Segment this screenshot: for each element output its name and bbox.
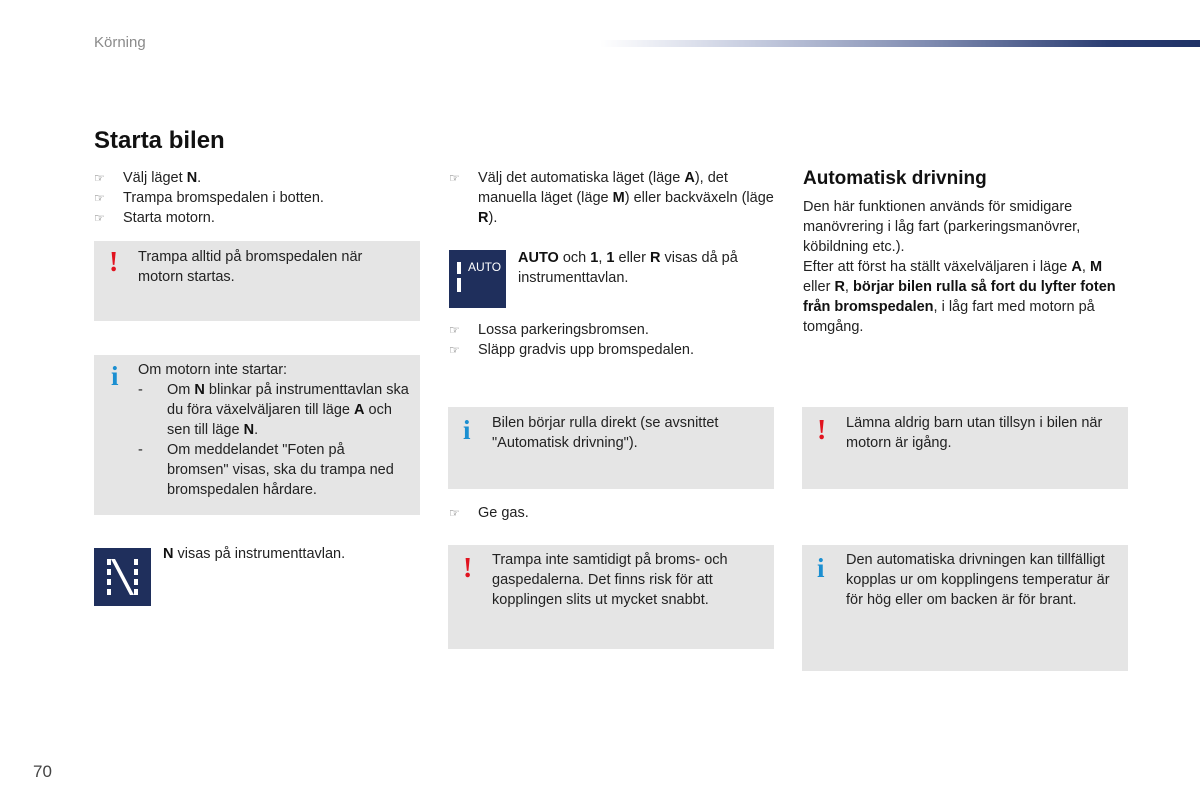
auto-drive-heading: Automatisk drivning (803, 168, 987, 189)
auto-display-note: AUTO och 1, 1 eller R visas då på instrumenttavlan. (518, 250, 738, 286)
start-steps-list (94, 168, 424, 228)
release-steps-list (449, 320, 774, 360)
gear-n-display-icon (94, 548, 151, 606)
step-release-parking-brake: ☞ Lossa parkeringsbromsen. (449, 322, 649, 338)
step-brake: ☞ Trampa bromspedalen i botten. (94, 190, 324, 206)
info-icon: i (817, 553, 825, 583)
pointing-hand-icon: ☞ (449, 343, 460, 357)
auto-drive-instructions: Efter att först ha ställt växelväljaren i läge A, M eller R, börjar bilen rulla så fort du lyfter foten från bromspedalen, i låg fart med motorn på tomgång. (803, 259, 1116, 335)
info-text: Bilen börjar rulla direkt (se avsnittet "Automatisk drivning"). (492, 415, 719, 451)
auto-drive-description: Den här funktionen används för smidigare manövrering i låg fart (parkeringsmanövrer, köbildning etc.). (803, 199, 1081, 255)
info-icon: i (463, 415, 471, 445)
section-label: Körning (94, 34, 146, 51)
info-list-item: - Om meddelandet "Foten på bromsen" visas, ska du trampa ned bromspedalen hårdare. (138, 442, 394, 498)
warning-text: Lämna aldrig barn utan tillsyn i bilen när motorn är igång. (846, 415, 1103, 451)
info-list (138, 380, 410, 500)
info-content (138, 360, 410, 500)
pointing-hand-icon: ☞ (94, 211, 105, 225)
page-number: 70 (33, 762, 52, 781)
pointing-hand-icon: ☞ (449, 506, 460, 520)
step-accelerate: ☞ Ge gas. (449, 505, 529, 521)
page-title: Starta bilen (94, 127, 225, 154)
info-box-temperature (802, 545, 1128, 671)
auto-display-icon (449, 250, 506, 308)
auto-indicator-bar (457, 262, 461, 295)
step-select-n: ☞ Välj läget N. (94, 170, 202, 186)
header-gradient-bar (600, 40, 1200, 47)
step-start-engine: ☞ Starta motorn. (94, 210, 215, 226)
pointing-hand-icon: ☞ (94, 191, 105, 205)
info-intro: Om motorn inte startar: (138, 362, 288, 378)
info-list-item: - Om N blinkar på instrumenttavlan ska du föra växelväljaren till läge A och sen till läge N. (138, 382, 409, 438)
warning-box-children (802, 407, 1128, 489)
warning-text: Trampa alltid på bromspedalen när motorn startas. (138, 249, 363, 285)
warning-exclamation-icon: ! (817, 415, 827, 446)
gas-steps-list (449, 503, 774, 523)
pointing-hand-icon: ☞ (449, 171, 460, 185)
pointing-hand-icon: ☞ (94, 171, 105, 185)
warning-exclamation-icon: ! (463, 553, 473, 584)
warning-box-brake (94, 241, 420, 321)
warning-text: Trampa inte samtidigt på broms- och gaspedalerna. Det finns risk för att kopplingen slits ut mycket snabbt. (492, 552, 728, 608)
auto-icon-label: AUTO (468, 260, 502, 274)
step-release-brake: ☞ Släpp gradvis upp bromspedalen. (449, 342, 695, 358)
info-box-no-start (94, 355, 420, 515)
pointing-hand-icon: ☞ (449, 323, 460, 337)
info-text: Den automatiska drivningen kan tillfälligt kopplas ur om kopplingens temperatur är för hög eller om backen är för brant. (846, 552, 1110, 608)
info-box-rolls (448, 407, 774, 489)
select-mode-steps (449, 168, 774, 228)
warning-box-pedals (448, 545, 774, 649)
step-select-mode: ☞ Välj det automatiska läget (läge A), det manuella läget (läge M) eller backväxeln (läge R). (449, 170, 774, 226)
n-display-note: N visas på instrumenttavlan. (163, 546, 346, 562)
info-icon: i (111, 361, 119, 391)
warning-exclamation-icon: ! (109, 247, 119, 278)
